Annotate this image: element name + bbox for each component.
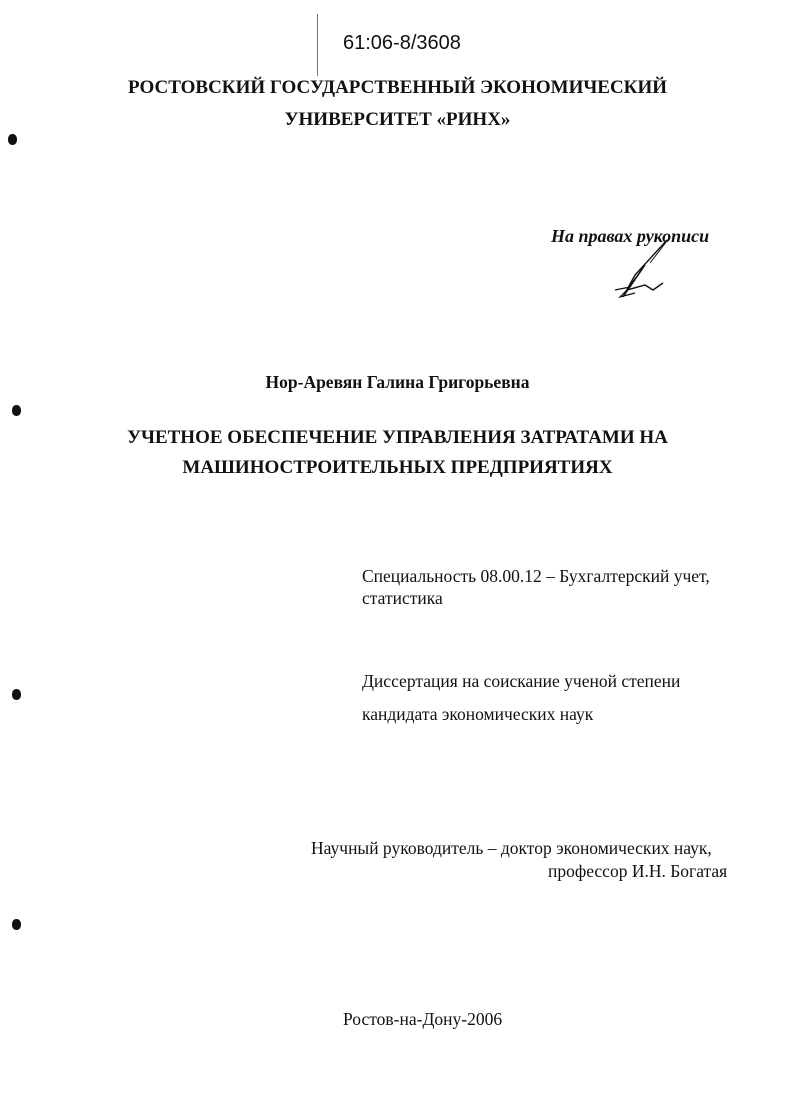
dissertation-title-line2: МАШИНОСТРОИТЕЛЬНЫХ ПРЕДПРИЯТИЯХ — [182, 457, 613, 478]
scan-punch-mark — [12, 405, 21, 416]
archive-stamp-number: 61:06-8/3608 — [343, 32, 461, 54]
stamp-margin-line — [317, 14, 318, 76]
author-name: Нор-Аревян Галина Григорьевна — [265, 372, 530, 392]
scan-punch-mark — [12, 919, 21, 930]
dissertation-title-line1: УЧЕТНОЕ ОБЕСПЕЧЕНИЕ УПРАВЛЕНИЯ ЗАТРАТАМИ НА — [127, 427, 668, 448]
scan-punch-mark — [12, 689, 21, 700]
specialty-line2: статистика — [362, 588, 443, 608]
degree-line1: Диссертация на соискание ученой степени — [362, 671, 681, 691]
scan-punch-mark — [8, 134, 17, 145]
specialty-line1: Специальность 08.00.12 – Бухгалтерский учет, — [362, 566, 710, 586]
university-name-line2: УНИВЕРСИТЕТ «РИНХ» — [284, 109, 511, 130]
signature — [605, 235, 675, 305]
supervisor-line1: Научный руководитель – доктор экономических наук, — [311, 838, 712, 858]
degree-line2: кандидата экономических наук — [362, 704, 594, 724]
place-and-year: Ростов-на-Дону-2006 — [343, 1009, 503, 1029]
supervisor-line2: профессор И.Н. Богатая — [548, 861, 728, 881]
university-name-line1: РОСТОВСКИЙ ГОСУДАРСТВЕННЫЙ ЭКОНОМИЧЕСКИЙ — [127, 77, 668, 98]
manuscript-note: На правах рукописи — [551, 226, 710, 246]
